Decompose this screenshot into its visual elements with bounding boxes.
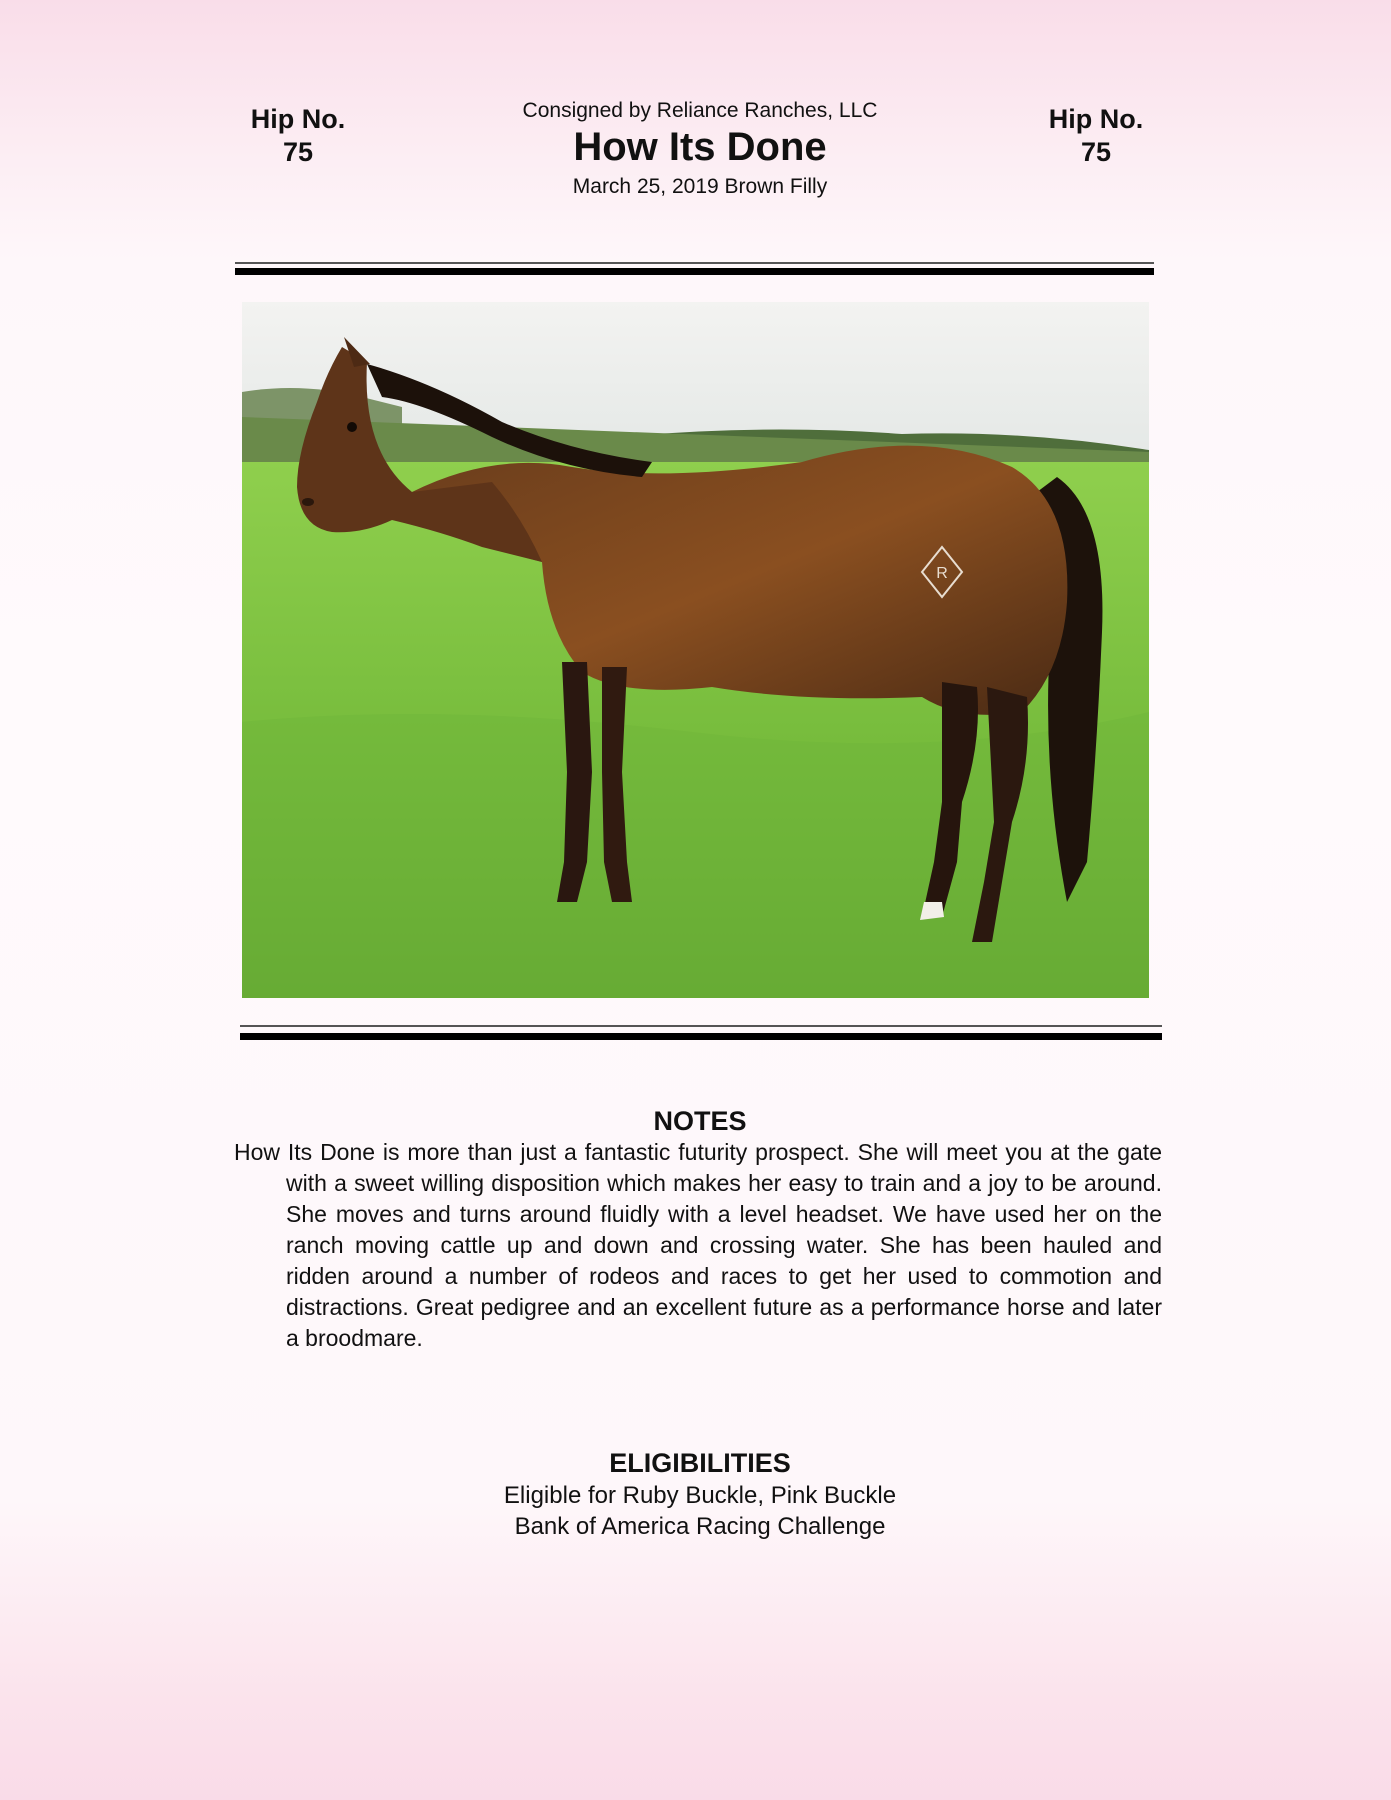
horse-name: How Its Done <box>573 125 827 169</box>
top-rule-thick <box>235 268 1154 275</box>
hip-label: Hip No. <box>250 104 346 134</box>
consigned-by: Consigned by Reliance Ranches, LLC <box>522 99 878 122</box>
horse-photo <box>242 302 1149 998</box>
notes-body <box>234 1137 1162 1354</box>
horse-photo-icon <box>242 302 1149 998</box>
top-rule-thin <box>235 262 1154 264</box>
hip-value: 75 <box>1080 137 1112 167</box>
hip-label: Hip No. <box>1048 104 1144 134</box>
svg-text:R: R <box>936 565 948 582</box>
notes-heading: NOTES <box>653 1106 747 1136</box>
eligibilities-heading: ELIGIBILITIES <box>609 1448 791 1478</box>
hip-value: 75 <box>282 137 314 167</box>
eligibility-line: Bank of America Racing Challenge <box>514 1513 886 1540</box>
eligibility-line: Eligible for Ruby Buckle, Pink Buckle <box>503 1482 897 1509</box>
hip-number-left <box>228 103 368 169</box>
bottom-rule-thick <box>240 1033 1162 1040</box>
notes-text: How Its Done is more than just a fantastic futurity prospect. She will meet you at the gate with a sweet willing disposition which makes her easy to train and a joy to be around. She moves and turns around fluidly with a level headset. We have used her on the ranch moving cattle up and down and crossing water. She has been hauled and ridden around a number of rodeos and races to get her used to commotion and distractions. Great pedigree and an excellent future as a performance horse and later a broodmare. <box>234 1139 1162 1351</box>
foaling-date: March 25, 2019 Brown Filly <box>572 175 828 198</box>
bottom-rule-thin <box>240 1025 1162 1027</box>
hip-number-right <box>1026 103 1166 169</box>
